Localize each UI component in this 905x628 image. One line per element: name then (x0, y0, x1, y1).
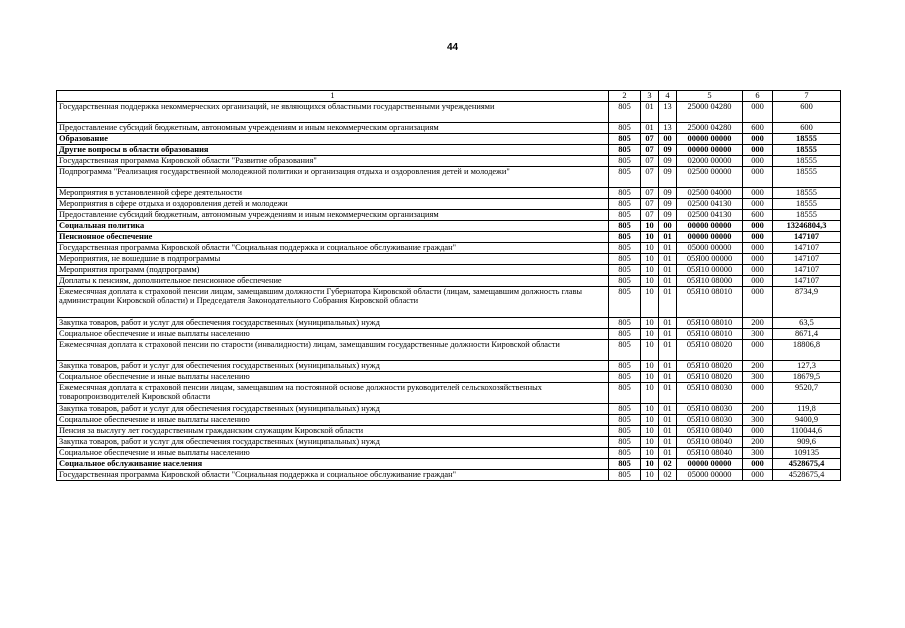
code-pr-cell: 01 (659, 383, 677, 404)
code-gr-cell: 805 (609, 383, 641, 404)
code-rz-cell: 10 (641, 221, 659, 232)
code-gr-cell: 805 (609, 287, 641, 318)
code-vr-cell: 200 (743, 361, 773, 372)
code-csr-cell: 00000 00000 (677, 134, 743, 145)
code-rz-cell: 10 (641, 276, 659, 287)
code-gr-cell: 805 (609, 102, 641, 123)
code-gr-cell: 805 (609, 415, 641, 426)
code-rz-cell: 10 (641, 372, 659, 383)
amount-cell: 18555 (773, 134, 841, 145)
code-csr-cell: 00000 00000 (677, 145, 743, 156)
row-name-cell: Закупка товаров, работ и услуг для обеспечения государственных (муниципальных) нужд (57, 361, 609, 372)
table-row (57, 134, 841, 145)
column-header: 4 (659, 91, 677, 102)
code-csr-cell: 02500 00000 (677, 167, 743, 188)
code-vr-cell: 000 (743, 243, 773, 254)
row-name-cell: Государственная поддержка некоммерческих организаций, не являющихся областными государственными учреждениями (57, 102, 609, 123)
code-csr-cell: 25000 04280 (677, 123, 743, 134)
code-vr-cell: 000 (743, 276, 773, 287)
code-pr-cell: 01 (659, 265, 677, 276)
table-row (57, 448, 841, 459)
code-pr-cell: 00 (659, 221, 677, 232)
code-rz-cell: 07 (641, 156, 659, 167)
table-row (57, 199, 841, 210)
row-name-cell: Мероприятия в сфере отдыха и оздоровления детей и молодежи (57, 199, 609, 210)
code-vr-cell: 000 (743, 232, 773, 243)
code-vr-cell: 000 (743, 265, 773, 276)
code-gr-cell: 805 (609, 167, 641, 188)
code-csr-cell: 05Я10 08030 (677, 383, 743, 404)
code-vr-cell: 200 (743, 404, 773, 415)
code-rz-cell: 10 (641, 265, 659, 276)
code-csr-cell: 05Я10 08010 (677, 329, 743, 340)
row-name-cell: Ежемесячная доплата к страховой пенсии по старости (инвалидности) лицам, замещавшим государственные должности Кировской области (57, 340, 609, 361)
row-name-cell: Закупка товаров, работ и услуг для обеспечения государственных (муниципальных) нужд (57, 437, 609, 448)
code-rz-cell: 10 (641, 287, 659, 318)
amount-cell: 9520,7 (773, 383, 841, 404)
amount-cell: 18555 (773, 145, 841, 156)
page-number: 44 (446, 42, 459, 53)
code-rz-cell: 10 (641, 340, 659, 361)
row-name-cell: Другие вопросы в области образования (57, 145, 609, 156)
code-pr-cell: 01 (659, 340, 677, 361)
table-row (57, 265, 841, 276)
amount-cell: 63,5 (773, 318, 841, 329)
code-csr-cell: 05Я10 08040 (677, 437, 743, 448)
table-row (57, 221, 841, 232)
column-header: 7 (773, 91, 841, 102)
code-vr-cell: 000 (743, 134, 773, 145)
row-name-cell: Мероприятия, не вошедшие в подпрограммы (57, 254, 609, 265)
row-name-cell: Ежемесячная доплата к страховой пенсии лицам, замещавшим должности Губернатора Кировской области (лицам, замещавшим должность главы администрации Кировской области) и Председателя Законодательного Собрания Кировской области (57, 287, 609, 318)
amount-cell: 147107 (773, 243, 841, 254)
code-gr-cell: 805 (609, 437, 641, 448)
code-csr-cell: 05Я10 00000 (677, 265, 743, 276)
row-name-cell: Образование (57, 134, 609, 145)
code-vr-cell: 000 (743, 145, 773, 156)
code-pr-cell: 01 (659, 254, 677, 265)
code-vr-cell: 000 (743, 383, 773, 404)
row-name-cell: Социальная политика (57, 221, 609, 232)
amount-cell: 600 (773, 123, 841, 134)
row-name-cell: Социальное обеспечение и иные выплаты населению (57, 415, 609, 426)
table-header-row (57, 91, 841, 102)
code-gr-cell: 805 (609, 134, 641, 145)
column-header: 1 (57, 91, 609, 102)
code-csr-cell: 05000 00000 (677, 470, 743, 481)
amount-cell: 18555 (773, 156, 841, 167)
table-body (57, 102, 841, 481)
row-name-cell: Предоставление субсидий бюджетным, автономным учреждениям и иным некоммерческим организациям (57, 123, 609, 134)
code-csr-cell: 05Я10 08040 (677, 448, 743, 459)
code-csr-cell: 05Я10 08010 (677, 287, 743, 318)
table-row (57, 470, 841, 481)
amount-cell: 147107 (773, 254, 841, 265)
code-vr-cell: 600 (743, 210, 773, 221)
table-row (57, 243, 841, 254)
column-header: 5 (677, 91, 743, 102)
code-rz-cell: 07 (641, 134, 659, 145)
code-csr-cell: 05Я10 08030 (677, 404, 743, 415)
code-rz-cell: 07 (641, 188, 659, 199)
code-pr-cell: 09 (659, 167, 677, 188)
code-csr-cell: 05Я10 08020 (677, 361, 743, 372)
amount-cell: 18679,5 (773, 372, 841, 383)
table-row (57, 404, 841, 415)
amount-cell: 9400,9 (773, 415, 841, 426)
row-name-cell: Социальное обеспечение и иные выплаты населению (57, 448, 609, 459)
code-csr-cell: 02500 04130 (677, 210, 743, 221)
table-row (57, 437, 841, 448)
table-row (57, 383, 841, 404)
code-rz-cell: 10 (641, 361, 659, 372)
code-rz-cell: 07 (641, 167, 659, 188)
table-row (57, 415, 841, 426)
code-vr-cell: 300 (743, 372, 773, 383)
code-rz-cell: 07 (641, 145, 659, 156)
code-rz-cell: 10 (641, 448, 659, 459)
table-row (57, 287, 841, 318)
table-row (57, 276, 841, 287)
column-header: 2 (609, 91, 641, 102)
code-pr-cell: 09 (659, 145, 677, 156)
code-csr-cell: 05Я10 08010 (677, 318, 743, 329)
code-csr-cell: 05Я00 00000 (677, 254, 743, 265)
table-row (57, 372, 841, 383)
amount-cell: 18555 (773, 188, 841, 199)
code-rz-cell: 10 (641, 459, 659, 470)
amount-cell: 8734,9 (773, 287, 841, 318)
code-gr-cell: 805 (609, 156, 641, 167)
code-pr-cell: 01 (659, 437, 677, 448)
code-rz-cell: 01 (641, 102, 659, 123)
code-pr-cell: 00 (659, 134, 677, 145)
code-csr-cell: 05Я10 08020 (677, 372, 743, 383)
code-csr-cell: 02500 04130 (677, 199, 743, 210)
code-pr-cell: 01 (659, 361, 677, 372)
row-name-cell: Ежемесячная доплата к страховой пенсии лицам, замещавшим на постоянной основе должности руководителей сельскохозяйственных товаропроизводителей Кировской области (57, 383, 609, 404)
code-vr-cell: 200 (743, 318, 773, 329)
code-rz-cell: 10 (641, 254, 659, 265)
row-name-cell: Государственная программа Кировской области "Социальная поддержка и социальное обслуживание граждан" (57, 243, 609, 254)
row-name-cell: Закупка товаров, работ и услуг для обеспечения государственных (муниципальных) нужд (57, 404, 609, 415)
code-vr-cell: 000 (743, 287, 773, 318)
code-pr-cell: 01 (659, 404, 677, 415)
code-rz-cell: 10 (641, 426, 659, 437)
code-csr-cell: 25000 04280 (677, 102, 743, 123)
code-vr-cell: 300 (743, 329, 773, 340)
row-name-cell: Пенсионное обеспечение (57, 232, 609, 243)
amount-cell: 147107 (773, 276, 841, 287)
code-rz-cell: 01 (641, 123, 659, 134)
budget-table (56, 90, 841, 481)
code-rz-cell: 07 (641, 199, 659, 210)
row-name-cell: Мероприятия в установленной сфере деятельности (57, 188, 609, 199)
code-gr-cell: 805 (609, 318, 641, 329)
column-header: 3 (641, 91, 659, 102)
table-row (57, 254, 841, 265)
code-csr-cell: 05Я10 08020 (677, 340, 743, 361)
amount-cell: 909,6 (773, 437, 841, 448)
table-row (57, 340, 841, 361)
code-vr-cell: 300 (743, 415, 773, 426)
code-rz-cell: 10 (641, 329, 659, 340)
code-pr-cell: 09 (659, 210, 677, 221)
code-vr-cell: 000 (743, 254, 773, 265)
code-pr-cell: 09 (659, 199, 677, 210)
code-csr-cell: 00000 00000 (677, 232, 743, 243)
table-row (57, 318, 841, 329)
table-row (57, 210, 841, 221)
code-gr-cell: 805 (609, 188, 641, 199)
code-rz-cell: 10 (641, 404, 659, 415)
code-gr-cell: 805 (609, 426, 641, 437)
row-name-cell: Государственная программа Кировской области "Развитие образования" (57, 156, 609, 167)
row-name-cell: Закупка товаров, работ и услуг для обеспечения государственных (муниципальных) нужд (57, 318, 609, 329)
code-pr-cell: 01 (659, 232, 677, 243)
code-gr-cell: 805 (609, 145, 641, 156)
amount-cell: 8671,4 (773, 329, 841, 340)
amount-cell: 109135 (773, 448, 841, 459)
code-pr-cell: 01 (659, 415, 677, 426)
code-vr-cell: 000 (743, 199, 773, 210)
row-name-cell: Социальное обеспечение и иные выплаты населению (57, 329, 609, 340)
code-gr-cell: 805 (609, 243, 641, 254)
table-row (57, 123, 841, 134)
code-csr-cell: 02000 00000 (677, 156, 743, 167)
code-vr-cell: 300 (743, 448, 773, 459)
table-row (57, 156, 841, 167)
code-pr-cell: 09 (659, 188, 677, 199)
code-gr-cell: 805 (609, 404, 641, 415)
code-csr-cell: 05000 00000 (677, 243, 743, 254)
table-row (57, 167, 841, 188)
code-rz-cell: 10 (641, 415, 659, 426)
code-rz-cell: 10 (641, 243, 659, 254)
amount-cell: 110044,6 (773, 426, 841, 437)
amount-cell: 600 (773, 102, 841, 123)
row-name-cell: Социальное обслуживание населения (57, 459, 609, 470)
code-pr-cell: 01 (659, 318, 677, 329)
code-csr-cell: 05Я10 08000 (677, 276, 743, 287)
amount-cell: 4528675,4 (773, 470, 841, 481)
table-row (57, 188, 841, 199)
code-pr-cell: 01 (659, 448, 677, 459)
table-row (57, 329, 841, 340)
code-gr-cell: 805 (609, 199, 641, 210)
code-pr-cell: 09 (659, 156, 677, 167)
code-vr-cell: 000 (743, 167, 773, 188)
amount-cell: 147107 (773, 265, 841, 276)
row-name-cell: Пенсия за выслугу лет государственным гражданским служащим Кировской области (57, 426, 609, 437)
row-name-cell: Подпрограмма "Реализация государственной молодежной политики и организация отдыха и оздоровления детей и молодежи" (57, 167, 609, 188)
code-rz-cell: 10 (641, 470, 659, 481)
code-rz-cell: 07 (641, 210, 659, 221)
table-row (57, 361, 841, 372)
code-gr-cell: 805 (609, 361, 641, 372)
code-pr-cell: 13 (659, 123, 677, 134)
code-vr-cell: 000 (743, 459, 773, 470)
code-vr-cell: 000 (743, 188, 773, 199)
code-gr-cell: 805 (609, 340, 641, 361)
code-pr-cell: 01 (659, 287, 677, 318)
code-gr-cell: 805 (609, 254, 641, 265)
amount-cell: 127,3 (773, 361, 841, 372)
code-gr-cell: 805 (609, 232, 641, 243)
code-vr-cell: 000 (743, 426, 773, 437)
code-vr-cell: 000 (743, 470, 773, 481)
row-name-cell: Социальное обеспечение и иные выплаты населению (57, 372, 609, 383)
amount-cell: 147107 (773, 232, 841, 243)
amount-cell: 119,8 (773, 404, 841, 415)
code-csr-cell: 05Я10 08030 (677, 415, 743, 426)
amount-cell: 4528675,4 (773, 459, 841, 470)
code-csr-cell: 00000 00000 (677, 459, 743, 470)
row-name-cell: Государственная программа Кировской области "Социальная поддержка и социальное обслуживание граждан" (57, 470, 609, 481)
code-rz-cell: 10 (641, 383, 659, 404)
code-gr-cell: 805 (609, 448, 641, 459)
code-vr-cell: 000 (743, 340, 773, 361)
code-vr-cell: 000 (743, 102, 773, 123)
code-rz-cell: 10 (641, 232, 659, 243)
code-pr-cell: 01 (659, 243, 677, 254)
code-pr-cell: 01 (659, 426, 677, 437)
column-header: 6 (743, 91, 773, 102)
amount-cell: 18806,8 (773, 340, 841, 361)
code-vr-cell: 200 (743, 437, 773, 448)
code-pr-cell: 02 (659, 470, 677, 481)
code-csr-cell: 00000 00000 (677, 221, 743, 232)
code-gr-cell: 805 (609, 470, 641, 481)
row-name-cell: Мероприятия программ (подпрограмм) (57, 265, 609, 276)
code-gr-cell: 805 (609, 123, 641, 134)
table-row (57, 145, 841, 156)
row-name-cell: Доплаты к пенсиям, дополнительное пенсионное обеспечение (57, 276, 609, 287)
code-vr-cell: 600 (743, 123, 773, 134)
table-row (57, 102, 841, 123)
table-row (57, 459, 841, 470)
row-name-cell: Предоставление субсидий бюджетным, автономным учреждениям и иным некоммерческим организациям (57, 210, 609, 221)
code-gr-cell: 805 (609, 372, 641, 383)
amount-cell: 18555 (773, 210, 841, 221)
code-vr-cell: 000 (743, 156, 773, 167)
code-gr-cell: 805 (609, 459, 641, 470)
amount-cell: 18555 (773, 199, 841, 210)
code-pr-cell: 01 (659, 276, 677, 287)
code-pr-cell: 02 (659, 459, 677, 470)
code-gr-cell: 805 (609, 221, 641, 232)
code-gr-cell: 805 (609, 265, 641, 276)
code-csr-cell: 05Я10 08040 (677, 426, 743, 437)
table-row (57, 426, 841, 437)
code-gr-cell: 805 (609, 329, 641, 340)
amount-cell: 13246804,3 (773, 221, 841, 232)
code-gr-cell: 805 (609, 210, 641, 221)
table-row (57, 232, 841, 243)
code-pr-cell: 01 (659, 329, 677, 340)
code-rz-cell: 10 (641, 318, 659, 329)
code-gr-cell: 805 (609, 276, 641, 287)
code-vr-cell: 000 (743, 221, 773, 232)
code-csr-cell: 02500 04000 (677, 188, 743, 199)
code-pr-cell: 13 (659, 102, 677, 123)
code-pr-cell: 01 (659, 372, 677, 383)
code-rz-cell: 10 (641, 437, 659, 448)
amount-cell: 18555 (773, 167, 841, 188)
